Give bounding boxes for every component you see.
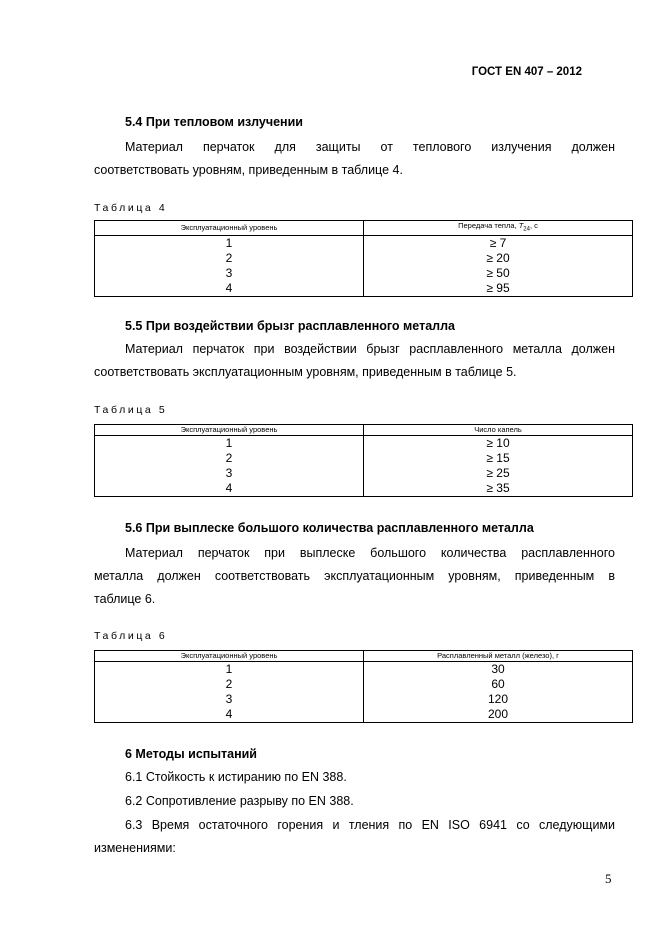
level-cell: 1	[95, 662, 364, 678]
table-row	[95, 251, 633, 266]
level-cell: 1	[95, 235, 364, 251]
section-5-6-text-line2: металла должен соответствовать эксплуатационным уровням, приведенным в	[94, 569, 615, 583]
level-cell: 4	[95, 707, 364, 723]
table-6-header-molten-metal: Расплавленный металл (железо), г	[364, 651, 633, 662]
section-6-heading: 6 Методы испытаний	[125, 747, 257, 761]
level-cell: 2	[95, 251, 364, 266]
table-row	[95, 466, 633, 481]
value-cell: 120	[364, 692, 633, 707]
page-number: 5	[605, 871, 612, 886]
level-cell: 4	[95, 281, 364, 297]
value-cell: ≥ 7	[364, 235, 633, 251]
table-row	[95, 266, 633, 281]
table-5-header-drops: Число капель	[364, 425, 633, 436]
level-cell: 3	[95, 692, 364, 707]
table-4	[94, 220, 633, 297]
level-cell: 3	[95, 466, 364, 481]
table-5-header-level: Эксплуатационный уровень	[95, 425, 364, 436]
table-6	[94, 650, 633, 723]
section-5-6-text-line3: таблице 6.	[94, 592, 156, 606]
table-5	[94, 424, 633, 497]
table-row	[95, 692, 633, 707]
table-5-caption: Таблица 5	[94, 404, 168, 416]
table-4-caption: Таблица 4	[94, 202, 168, 214]
level-cell: 2	[95, 677, 364, 692]
section-5-4-text-line1: Материал перчаток для защиты от теплового излучения должен	[125, 140, 615, 154]
table-row	[95, 436, 633, 452]
section-6-3-line1: 6.3 Время остаточного горения и тления по EN ISO 6941 со следующими	[125, 818, 615, 832]
level-cell: 4	[95, 481, 364, 497]
section-5-4-text-line2: соответствовать уровням, приведенным в таблице 4.	[94, 163, 403, 177]
table-row	[95, 281, 633, 297]
table-row	[95, 235, 633, 251]
section-5-5-text-line2: соответствовать эксплуатационным уровням, приведенным в таблице 5.	[94, 365, 517, 379]
section-5-5-text-line1: Материал перчаток при воздействии брызг расплавленного металла должен	[125, 342, 615, 356]
section-6-2: 6.2 Сопротивление разрыву по EN 388.	[125, 794, 354, 808]
section-6-3-line2: изменениями:	[94, 841, 176, 855]
table-row	[95, 707, 633, 723]
table-4-header-level: Эксплуатационный уровень	[95, 221, 364, 236]
value-cell: ≥ 10	[364, 436, 633, 452]
standard-designation: ГОСТ EN 407 – 2012	[471, 66, 582, 78]
section-5-4-heading: 5.4 При тепловом излучении	[125, 115, 303, 129]
table-row	[95, 451, 633, 466]
value-cell: ≥ 25	[364, 466, 633, 481]
section-5-6-heading: 5.6 При выплеске большого количества расплавленного металла	[125, 521, 534, 535]
level-cell: 3	[95, 266, 364, 281]
table-row	[95, 481, 633, 497]
table-4-header-heat-transfer: Передача тепла, $T_{24}$, с	[364, 221, 633, 236]
section-5-6-text-line1: Материал перчаток при выплеске большого количества расплавленного	[125, 546, 615, 560]
value-cell: ≥ 50	[364, 266, 633, 281]
section-5-5-heading: 5.5 При воздействии брызг расплавленного металла	[125, 319, 455, 333]
level-cell: 2	[95, 451, 364, 466]
value-cell: 60	[364, 677, 633, 692]
table-6-caption: Таблица 6	[94, 630, 168, 642]
table-row	[95, 677, 633, 692]
table-row	[95, 662, 633, 678]
value-cell: ≥ 15	[364, 451, 633, 466]
table-6-header-level: Эксплуатационный уровень	[95, 651, 364, 662]
value-cell: ≥ 95	[364, 281, 633, 297]
section-6-1: 6.1 Стойкость к истиранию по EN 388.	[125, 770, 347, 784]
value-cell: ≥ 35	[364, 481, 633, 497]
level-cell: 1	[95, 436, 364, 452]
value-cell: 200	[364, 707, 633, 723]
value-cell: 30	[364, 662, 633, 678]
value-cell: ≥ 20	[364, 251, 633, 266]
